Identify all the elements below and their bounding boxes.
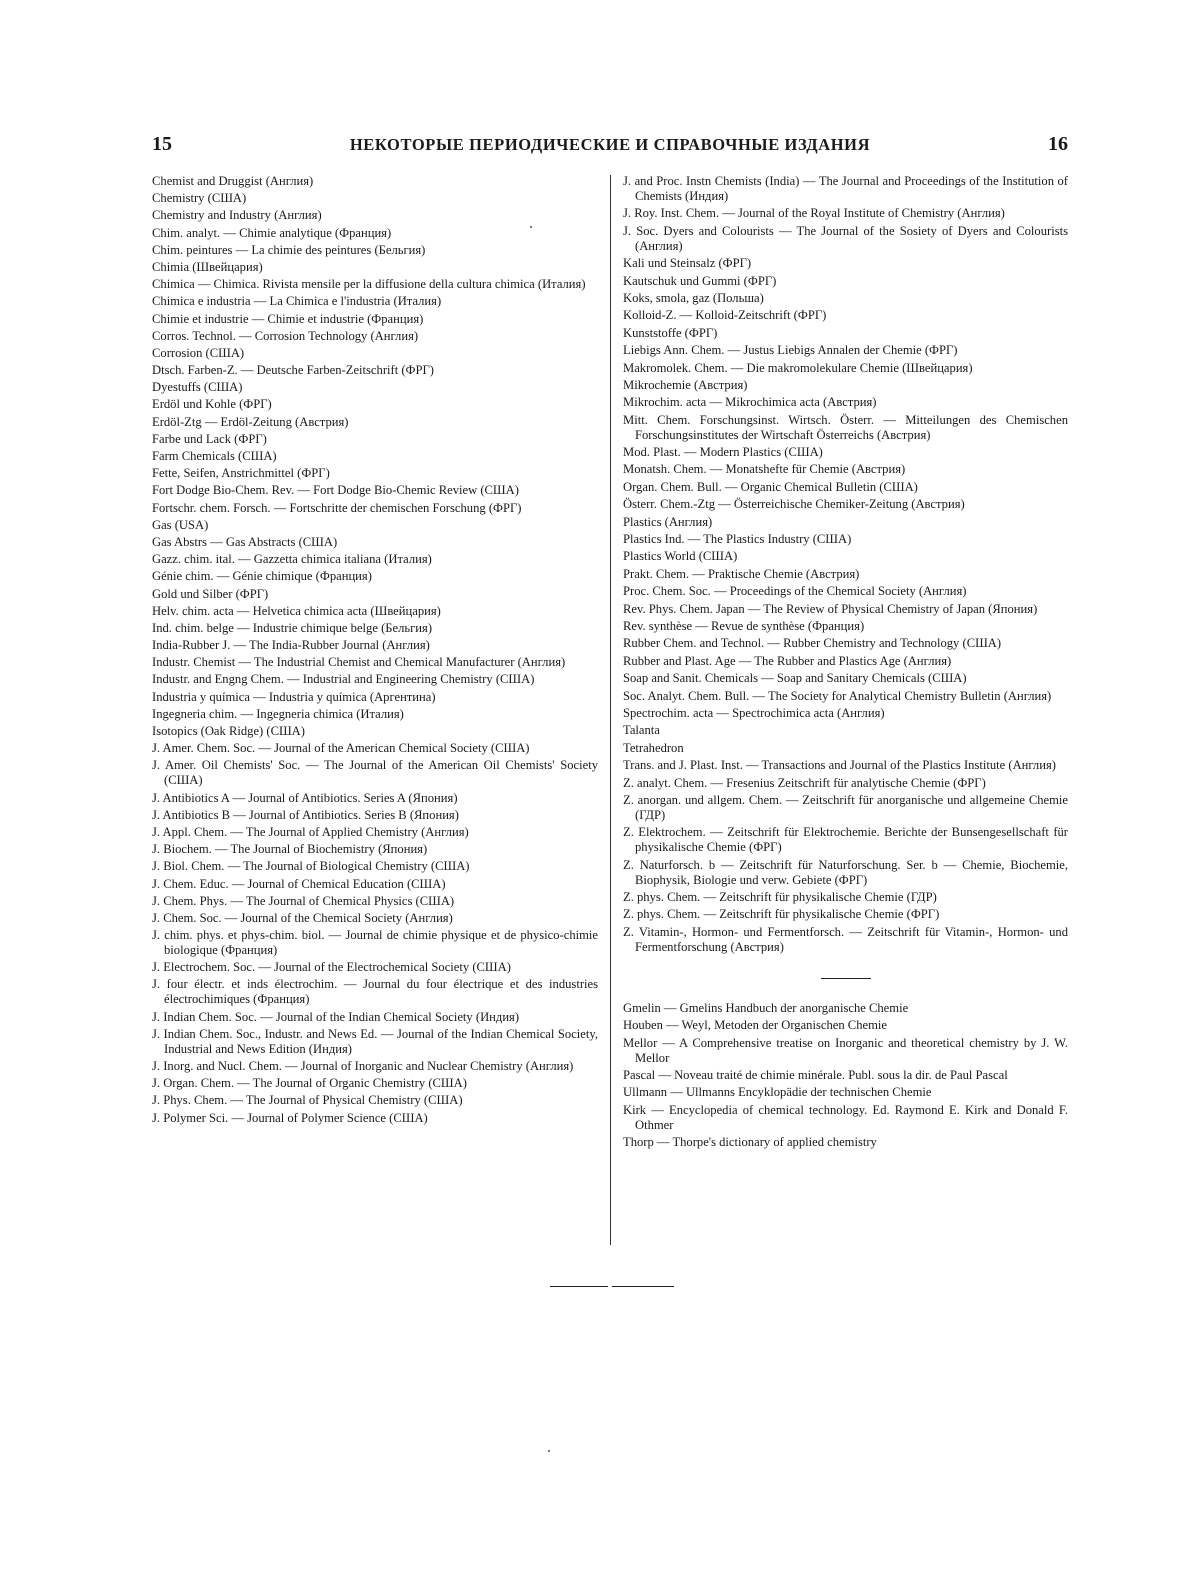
journal-entry: Prakt. Chem. — Praktische Chemie (Австрия) [623, 566, 860, 581]
journal-entry: J. and Proc. Instn Chemists (India) — The Journal and Proceedings of the Institution of Chemists (Индия) [623, 174, 1068, 203]
journal-entry: J. Chem. Phys. — The Journal of Chemical Physics (США) [152, 893, 455, 908]
handbook-entry: Kirk — Encyclopedia of chemical technology. Ed. Raymond E. Kirk and Donald F. Othmer [623, 1102, 1068, 1132]
journal-entry: Rev. Phys. Chem. Japan — The Review of Physical Chemistry of Japan (Япония) [623, 601, 1038, 616]
handbook-entry: Gmelin — Gmelins Handbuch der anorganische Chemie [623, 1000, 909, 1015]
journal-entry: Trans. and J. Plast. Inst. — Transactions and Journal of the Plastics Institute (Англия) [623, 758, 1056, 773]
journal-entry: Gas (USA) [152, 517, 209, 532]
journal-entry: Farm Chemicals (США) [152, 449, 277, 463]
journal-entry: J. Inorg. and Nucl. Chem. — Journal of Inorganic and Nuclear Chemistry (Англия) [152, 1059, 574, 1073]
journal-entry: Soc. Analyt. Chem. Bull. — The Society for Analytical Chemistry Bulletin (Англия) [623, 688, 1052, 703]
journal-entry: Isotopics (Oak Ridge) (США) [152, 724, 305, 738]
journal-entry: Soap and Sanit. Chemicals — Soap and Sanitary Chemicals (США) [623, 671, 967, 686]
journal-entry: Chimica — Chimica. Rivista mensile per la diffusione della cultura chimica (Италия) [152, 277, 586, 292]
journal-entry: J. Roy. Inst. Chem. — Journal of the Royal Institute of Chemistry (Англия) [623, 206, 1005, 221]
journal-entry: Dtsch. Farben-Z. — Deutsche Farben-Zeitschrift (ФРГ) [152, 363, 434, 378]
journal-entry: Mikrochemie (Австрия) [623, 377, 748, 392]
journal-entry: J. Chem. Educ. — Journal of Chemical Education (США) [152, 876, 446, 891]
journal-entry: Corrosion (США) [152, 345, 245, 360]
journal-entry: Rubber Chem. and Technol. — Rubber Chemistry and Technology (США) [623, 636, 1002, 651]
journal-entry: Helv. chim. acta — Helvetica chimica acta (Швейцария) [152, 603, 441, 618]
print-speck [530, 226, 532, 228]
journal-entry: Rev. synthèse — Revue de synthèse (Франция) [623, 618, 865, 633]
journal-entry: Industria y química — Industria y química (Аргентина) [152, 689, 436, 704]
journal-entry: J. Amer. Chem. Soc. — Journal of the American Chemical Society (США) [152, 741, 530, 756]
journal-entry: Chemist and Druggist (Англия) [152, 174, 314, 188]
journal-entry: Z. Vitamin-, Hormon- und Fermentforsch. — Zeitschrift für Vitamin-, Hormon- und Fermentforschung (Австрия) [623, 924, 1068, 954]
journal-entry: Erdöl-Ztg — Erdöl-Zeitung (Австрия) [152, 414, 349, 429]
journal-entry: Génie chim. — Génie chimique (Франция) [152, 569, 372, 584]
journal-entry: Kolloid-Z. — Kolloid-Zeitschrift (ФРГ) [623, 308, 827, 323]
journal-entry: Liebigs Ann. Chem. — Justus Liebigs Annalen der Chemie (ФРГ) [623, 343, 958, 358]
journal-entry: Z. phys. Chem. — Zeitschrift für physikalische Chemie (ФРГ) [623, 907, 940, 922]
journal-entry: J. Polymer Sci. — Journal of Polymer Science (США) [152, 1110, 428, 1125]
journal-entry: Kunststoffe (ФРГ) [623, 325, 718, 340]
journal-entry: Gazz. chim. ital. — Gazzetta chimica italiana (Италия) [152, 552, 432, 567]
journal-list-right [623, 174, 1068, 955]
journal-entry: Chimia (Швейцария) [152, 259, 263, 274]
journal-entry: Kautschuk und Gummi (ФРГ) [623, 273, 777, 288]
journal-entry: Industr. and Engng Chem. — Industrial and Engineering Chemistry (США) [152, 672, 535, 687]
column-divider [610, 175, 611, 1245]
handbook-entry: Pascal — Noveau traité de chimie minérale. Publ. sous la dir. de Paul Pascal [623, 1068, 1008, 1083]
journal-entry: Z. Naturforsch. b — Zeitschrift für Naturforschung. Ser. b — Chemie, Biochemie, Biophysik, Biologie und verw. Gebiete (ФРГ) [623, 857, 1068, 887]
journal-entry: J. Antibiotics A — Journal of Antibiotics. Series A (Япония) [152, 790, 458, 805]
journal-entry: Z. Elektrochem. — Zeitschrift für Elektrochemie. Berichte der Bunsengesellschaft für physikalische Chemie (ФРГ) [623, 825, 1068, 855]
journal-entry: Spectrochim. acta — Spectrochimica acta (Англия) [623, 705, 885, 720]
journal-entry: J. Phys. Chem. — The Journal of Physical Chemistry (США) [152, 1093, 463, 1108]
journal-entry: Erdöl und Kohle (ФРГ) [152, 397, 272, 412]
handbook-entry: Ullmann — Ullmanns Encyklopädie der technischen Chemie [623, 1085, 932, 1100]
left-column [152, 174, 598, 1128]
journal-entry: Koks, smola, gaz (Польша) [623, 290, 764, 305]
journal-entry: Österr. Chem.-Ztg — Österreichische Chemiker-Zeitung (Австрия) [623, 497, 965, 512]
journal-entry: Plastics (Англия) [623, 514, 713, 529]
journal-entry: Mikrochim. acta — Mikrochimica acta (Австрия) [623, 395, 877, 410]
journal-entry: J. four électr. et inds électrochim. — Journal du four électrique et des industries électrochimiques (Франция) [152, 977, 598, 1007]
journal-entry: J. Indian Chem. Soc., Industr. and News Ed. — Journal of the Indian Chemical Society, Industrial and News Edition (Индия) [152, 1026, 598, 1056]
journal-entry: Proc. Chem. Soc. — Proceedings of the Chemical Society (Англия) [623, 584, 967, 599]
journal-entry: Makromolek. Chem. — Die makromolekulare Chemie (Швейцария) [623, 360, 973, 375]
journal-entry: Chemistry and Industry (Англия) [152, 208, 322, 223]
journal-entry: J. Organ. Chem. — The Journal of Organic Chemistry (США) [152, 1076, 467, 1091]
page-title: НЕКОТОРЫЕ ПЕРИОДИЧЕСКИЕ И СПРАВОЧНЫЕ ИЗДАНИЯ [349, 135, 871, 154]
journal-entry: Corros. Technol. — Corrosion Technology (Англия) [152, 328, 419, 343]
handbook-list [623, 1001, 1068, 1150]
journal-entry: J. chim. phys. et phys-chim. biol. — Journal de chimie physique et de physico-chimie biologique (Франция) [152, 928, 598, 958]
journal-entry: Mod. Plast. — Modern Plastics (США) [623, 445, 823, 460]
journal-entry: Dyestuffs (США) [152, 380, 243, 395]
right-column [623, 174, 1068, 1153]
journal-entry: Chimica e industria — La Chimica e l'industria (Италия) [152, 294, 442, 309]
section-separator [821, 978, 871, 979]
journal-entry: Fort Dodge Bio-Chem. Rev. — Fort Dodge Bio-Chemic Review (США) [152, 483, 519, 498]
journal-entry: Talanta [623, 723, 660, 738]
journal-entry: Monatsh. Chem. — Monatshefte für Chemie (Австрия) [623, 462, 906, 477]
journal-entry: J. Chem. Soc. — Journal of the Chemical Society (Англия) [152, 910, 453, 925]
journal-entry: India-Rubber J. — The India-Rubber Journal (Англия) [152, 638, 430, 653]
journal-entry: J. Appl. Chem. — The Journal of Applied Chemistry (Англия) [152, 824, 469, 839]
journal-entry: Chimie et industrie — Chimie et industrie (Франция) [152, 311, 424, 326]
print-speck [548, 1450, 550, 1452]
journal-entry: Ingegneria chim. — Ingegneria chimica (Италия) [152, 706, 404, 721]
journal-entry: J. Amer. Oil Chemists' Soc. — The Journal of the American Oil Chemists' Society (США) [152, 758, 598, 788]
journal-entry: Z. analyt. Chem. — Fresenius Zeitschrift für analytische Chemie (ФРГ) [623, 775, 986, 790]
journal-entry: Fette, Seifen, Anstrichmittel (ФРГ) [152, 466, 330, 481]
journal-entry: Chim. analyt. — Chimie analytique (Франция) [152, 225, 392, 240]
journal-entry: Z. phys. Chem. — Zeitschrift für physikalische Chemie (ГДР) [623, 890, 937, 905]
journal-entry: Gas Abstrs — Gas Abstracts (США) [152, 534, 338, 549]
journal-entry: Kali und Steinsalz (ФРГ) [623, 256, 752, 271]
journal-entry: J. Biochem. — The Journal of Biochemistry (Япония) [152, 842, 428, 857]
journal-entry: Rubber and Plast. Age — The Rubber and Plastics Age (Англия) [623, 653, 952, 668]
journal-entry: Mitt. Chem. Forschungsinst. Wirtsch. Österr. — Mitteilungen des Chemischen Forschungsinstitutes der Wirtschaft Österreichs (Австрия) [623, 412, 1068, 442]
journal-entry: Chemistry (США) [152, 191, 247, 206]
journal-entry: Chim. peintures — La chimie des peintures (Бельгия) [152, 242, 426, 257]
journal-entry: Industr. Chemist — The Industrial Chemist and Chemical Manufacturer (Англия) [152, 655, 566, 670]
handbook-entry: Mellor — A Comprehensive treatise on Inorganic and theoretical chemistry by J. W. Mellor [623, 1035, 1068, 1065]
handbook-entry: Houben — Weyl, Metoden der Organischen Chemie [623, 1018, 887, 1033]
page-number-left: 15 [152, 133, 172, 155]
page-header [152, 133, 1068, 157]
journal-entry: Z. anorgan. und allgem. Chem. — Zeitschrift für anorganische und allgemeine Chemie (ГДР) [623, 792, 1068, 822]
journal-entry: J. Indian Chem. Soc. — Journal of the Indian Chemical Society (Индия) [152, 1009, 520, 1024]
journal-entry: Plastics World (США) [623, 549, 738, 564]
page-number-right: 16 [1048, 133, 1068, 155]
journal-entry: J. Biol. Chem. — The Journal of Biological Chemistry (США) [152, 859, 470, 874]
journal-entry: Tetrahedron [623, 740, 684, 755]
journal-entry: Farbe und Lack (ФРГ) [152, 431, 267, 446]
journal-entry: J. Soc. Dyers and Colourists — The Journal of the Sosiety of Dyers and Colourists (Англия) [623, 223, 1068, 253]
journal-entry: Organ. Chem. Bull. — Organic Chemical Bulletin (США) [623, 479, 918, 494]
journal-entry: Fortschr. chem. Forsch. — Fortschritte der chemischen Forschung (ФРГ) [152, 500, 522, 515]
end-of-section-rule [550, 1286, 674, 1287]
journal-entry: Gold und Silber (ФРГ) [152, 586, 269, 601]
journal-entry: J. Antibiotics B — Journal of Antibiotics. Series B (Япония) [152, 807, 459, 822]
journal-entry: Plastics Ind. — The Plastics Industry (США) [623, 532, 852, 547]
journal-entry: J. Electrochem. Soc. — Journal of the Electrochemical Society (США) [152, 960, 511, 975]
journal-entry: Ind. chim. belge — Industrie chimique belge (Бельгия) [152, 620, 433, 635]
handbook-entry: Thorp — Thorpe's dictionary of applied chemistry [623, 1135, 877, 1150]
